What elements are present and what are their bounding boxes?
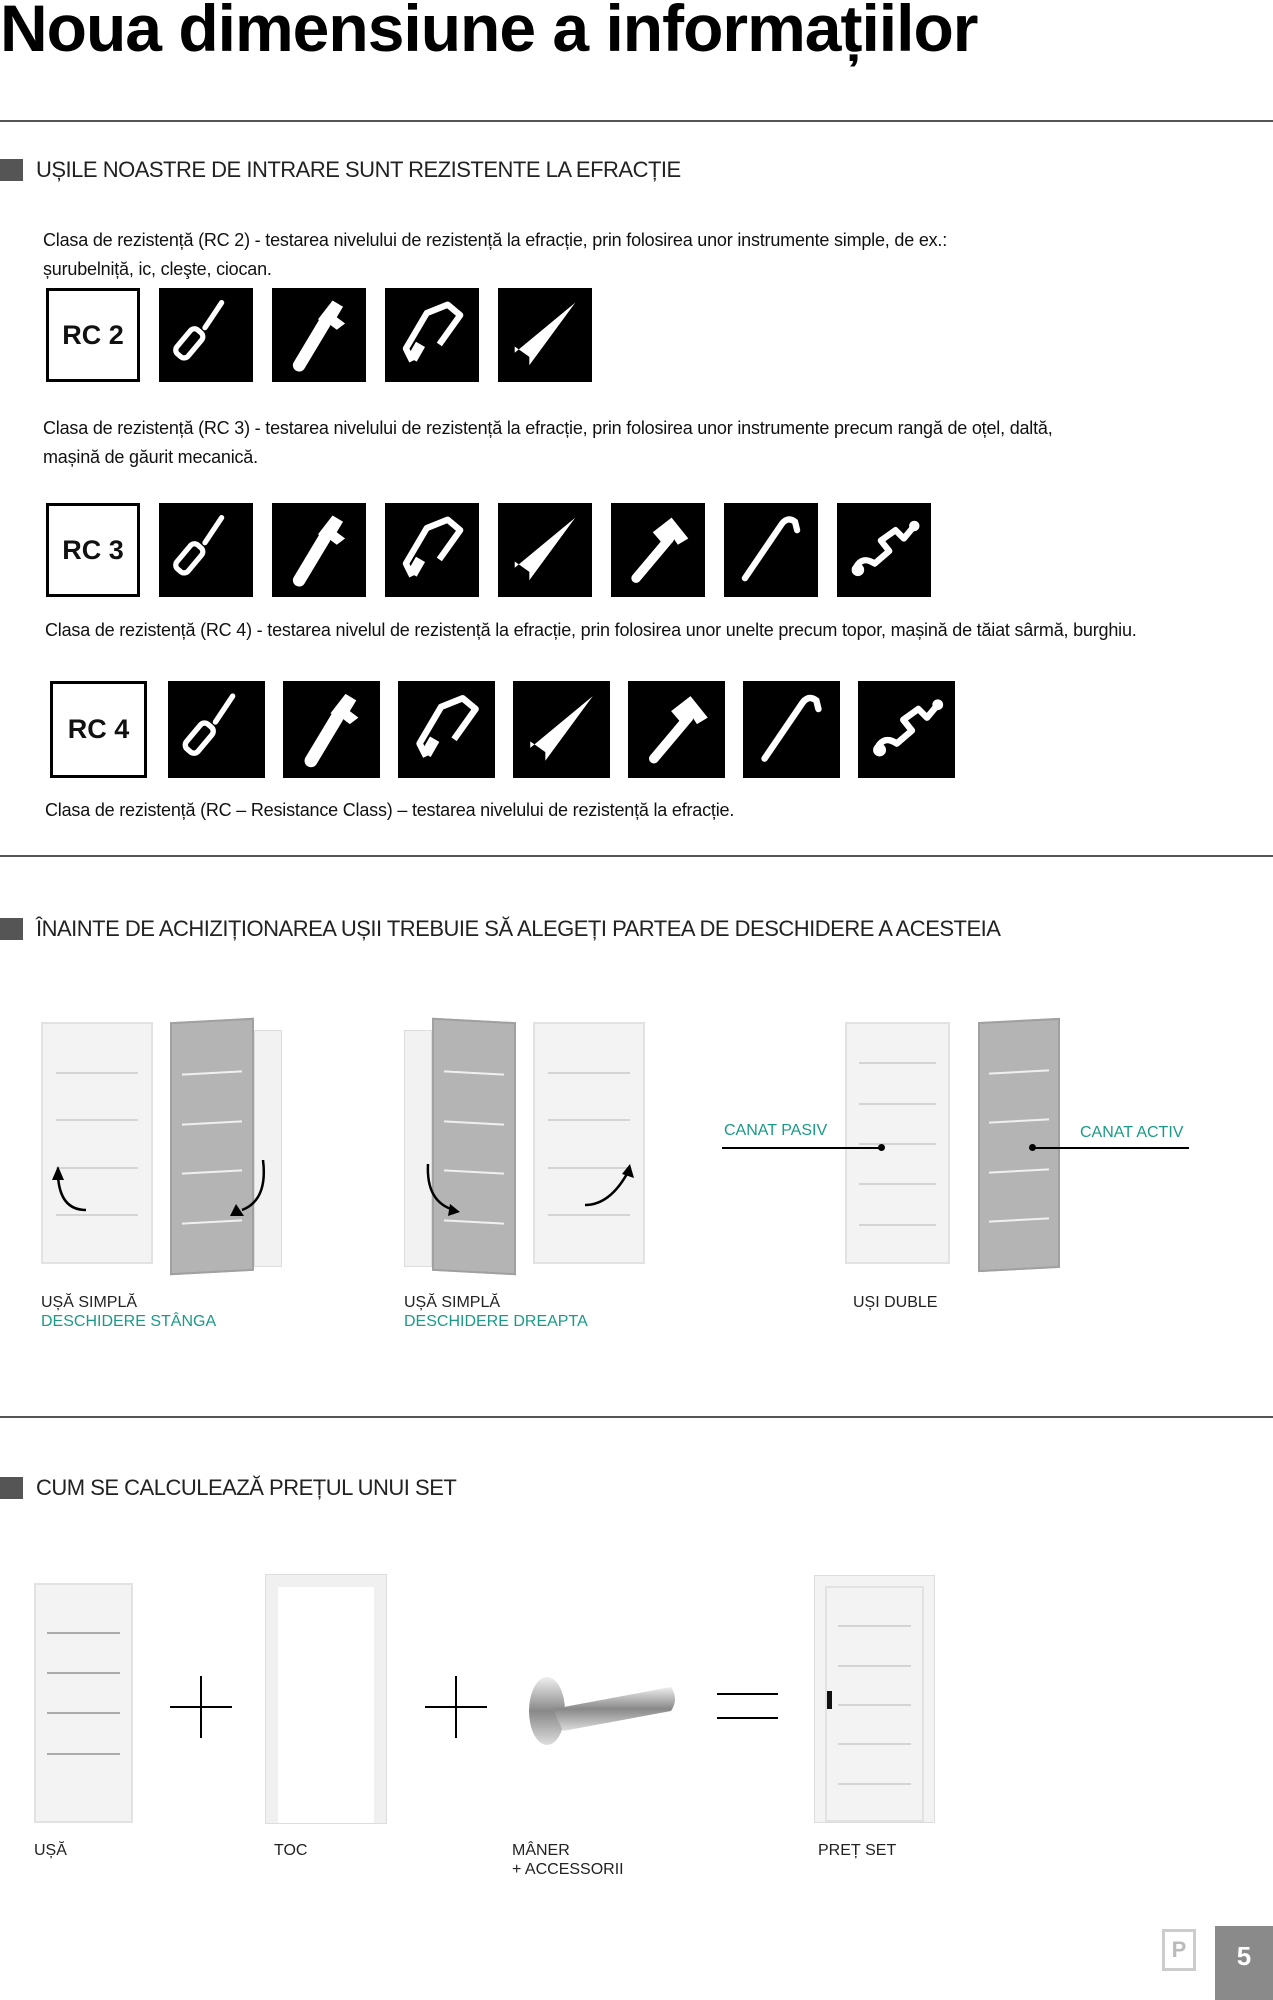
screwdriver-icon: [168, 681, 265, 778]
wedge-icon: [498, 288, 592, 382]
pipe-wrench-icon: [272, 503, 366, 597]
crowbar-icon: [724, 503, 818, 597]
hammer-icon: [611, 503, 705, 597]
plus-icon: [425, 1676, 487, 1738]
rc3-description: [43, 414, 1053, 472]
caption-right-opening: [404, 1293, 588, 1331]
plus-icon: [170, 1676, 232, 1738]
caption-subtitle: DESCHIDERE STÂNGA: [41, 1313, 217, 1330]
door-leaf-image: [34, 1583, 133, 1823]
screwdriver-icon: [159, 288, 253, 382]
hacksaw-icon: [385, 288, 479, 382]
heading-square-icon: [0, 1477, 23, 1499]
section-heading-opening-side: [0, 917, 1000, 941]
section-heading-text: ÎNAINTE DE ACHIZIȚIONAREA UȘII TREBUIE SĂ ALEGEȚI PARTEA DE DESCHIDERE A ACESTEIA: [36, 916, 1001, 941]
rc2-description: [43, 226, 947, 284]
hacksaw-icon: [398, 681, 495, 778]
rc-class-badge: RC 2: [46, 288, 140, 382]
door-frame-image: [254, 1030, 282, 1267]
caption-subtitle: DESCHIDERE DREAPTA: [404, 1313, 588, 1330]
door-frame-image: [404, 1030, 432, 1267]
screwdriver-icon: [159, 503, 253, 597]
rc-note: Clasa de rezistență (RC – Resistance Class) – testarea nivelului de rezistență la efracție.: [45, 800, 735, 820]
brand-logo: P: [1162, 1929, 1196, 1971]
equals-icon: [717, 1690, 778, 1722]
page-number: 5: [1215, 1926, 1273, 2000]
rc2-text-line: șurubelniță, ic, cleşte, ciocan.: [43, 259, 272, 279]
active-leaf-image: [978, 1018, 1060, 1272]
label-handle-line: + ACCESSORII: [512, 1861, 624, 1878]
opening-arrow-icon: [420, 1160, 650, 1220]
label-door: UȘĂ: [34, 1842, 67, 1859]
rc-class-badge: RC 3: [46, 503, 140, 597]
door-handle-image: [523, 1671, 678, 1749]
passive-leaf-label: CANAT PASIV: [724, 1122, 828, 1139]
door-closed-image: [41, 1022, 153, 1264]
label-set-price: PREȚ SET: [818, 1842, 897, 1859]
heading-square-icon: [0, 159, 23, 181]
hammer-icon: [628, 681, 725, 778]
divider: [0, 120, 1273, 122]
hacksaw-icon: [385, 503, 479, 597]
wedge-icon: [498, 503, 592, 597]
caption-title: UȘĂ SIMPLĂ: [41, 1294, 138, 1311]
pointer-dot-icon: [878, 1144, 885, 1151]
pointer-dot-icon: [1029, 1144, 1036, 1151]
section-heading-text: UȘILE NOASTRE DE INTRARE SUNT REZISTENTE LA EFRACȚIE: [36, 157, 681, 182]
section-heading-burglary: [0, 158, 681, 182]
pipe-wrench-icon: [272, 288, 366, 382]
rc2-text-line: Clasa de rezistență (RC 2) - testarea nivelului de rezistență la efracție, prin folosirea unor instrumente simple, de ex.:: [43, 230, 948, 250]
hand-drill-icon: [858, 681, 955, 778]
rc3-text-line: Clasa de rezistență (RC 3) - testarea nivelului de rezistență la efracție, prin folosirea unor instrumente precum rangă de oțel, daltă,: [43, 418, 1053, 438]
divider: [0, 855, 1273, 857]
pipe-wrench-icon: [283, 681, 380, 778]
page-title: Noua dimensiune a informațiilor: [0, 0, 978, 65]
heading-square-icon: [0, 918, 23, 940]
wedge-icon: [513, 681, 610, 778]
passive-leaf-image: [845, 1022, 950, 1264]
crowbar-icon: [743, 681, 840, 778]
rc4-description: Clasa de rezistență (RC 4) - testarea nivelul de rezistență la efracție, prin folosirea unor unelte precum topor, mașină de tăiat sârmă, burghiu.: [45, 620, 1137, 640]
door-open-image: [432, 1018, 516, 1275]
pointer-line: [722, 1147, 881, 1149]
pointer-line: [1032, 1147, 1189, 1149]
door-set-image: [814, 1575, 935, 1823]
caption-title: UȘĂ SIMPLĂ: [404, 1294, 501, 1311]
opening-arrow-icon: [46, 1160, 276, 1220]
rc-class-badge: RC 4: [50, 681, 147, 778]
caption-left-opening: [41, 1293, 216, 1331]
label-handle: [512, 1841, 624, 1879]
caption-double-doors: UȘI DUBLE: [853, 1294, 938, 1311]
label-frame: TOC: [274, 1842, 308, 1859]
active-leaf-label: CANAT ACTIV: [1080, 1124, 1184, 1141]
section-heading-text: CUM SE CALCULEAZĂ PREȚUL UNUI SET: [36, 1475, 457, 1500]
divider: [0, 1416, 1273, 1418]
door-closed-image: [533, 1022, 645, 1264]
label-handle-line: MÂNER: [512, 1842, 570, 1859]
hand-drill-icon: [837, 503, 931, 597]
door-frame-image: [266, 1575, 386, 1823]
rc3-text-line: mașină de găurit mecanică.: [43, 447, 258, 467]
door-open-image: [170, 1018, 254, 1275]
section-heading-price: [0, 1476, 456, 1500]
